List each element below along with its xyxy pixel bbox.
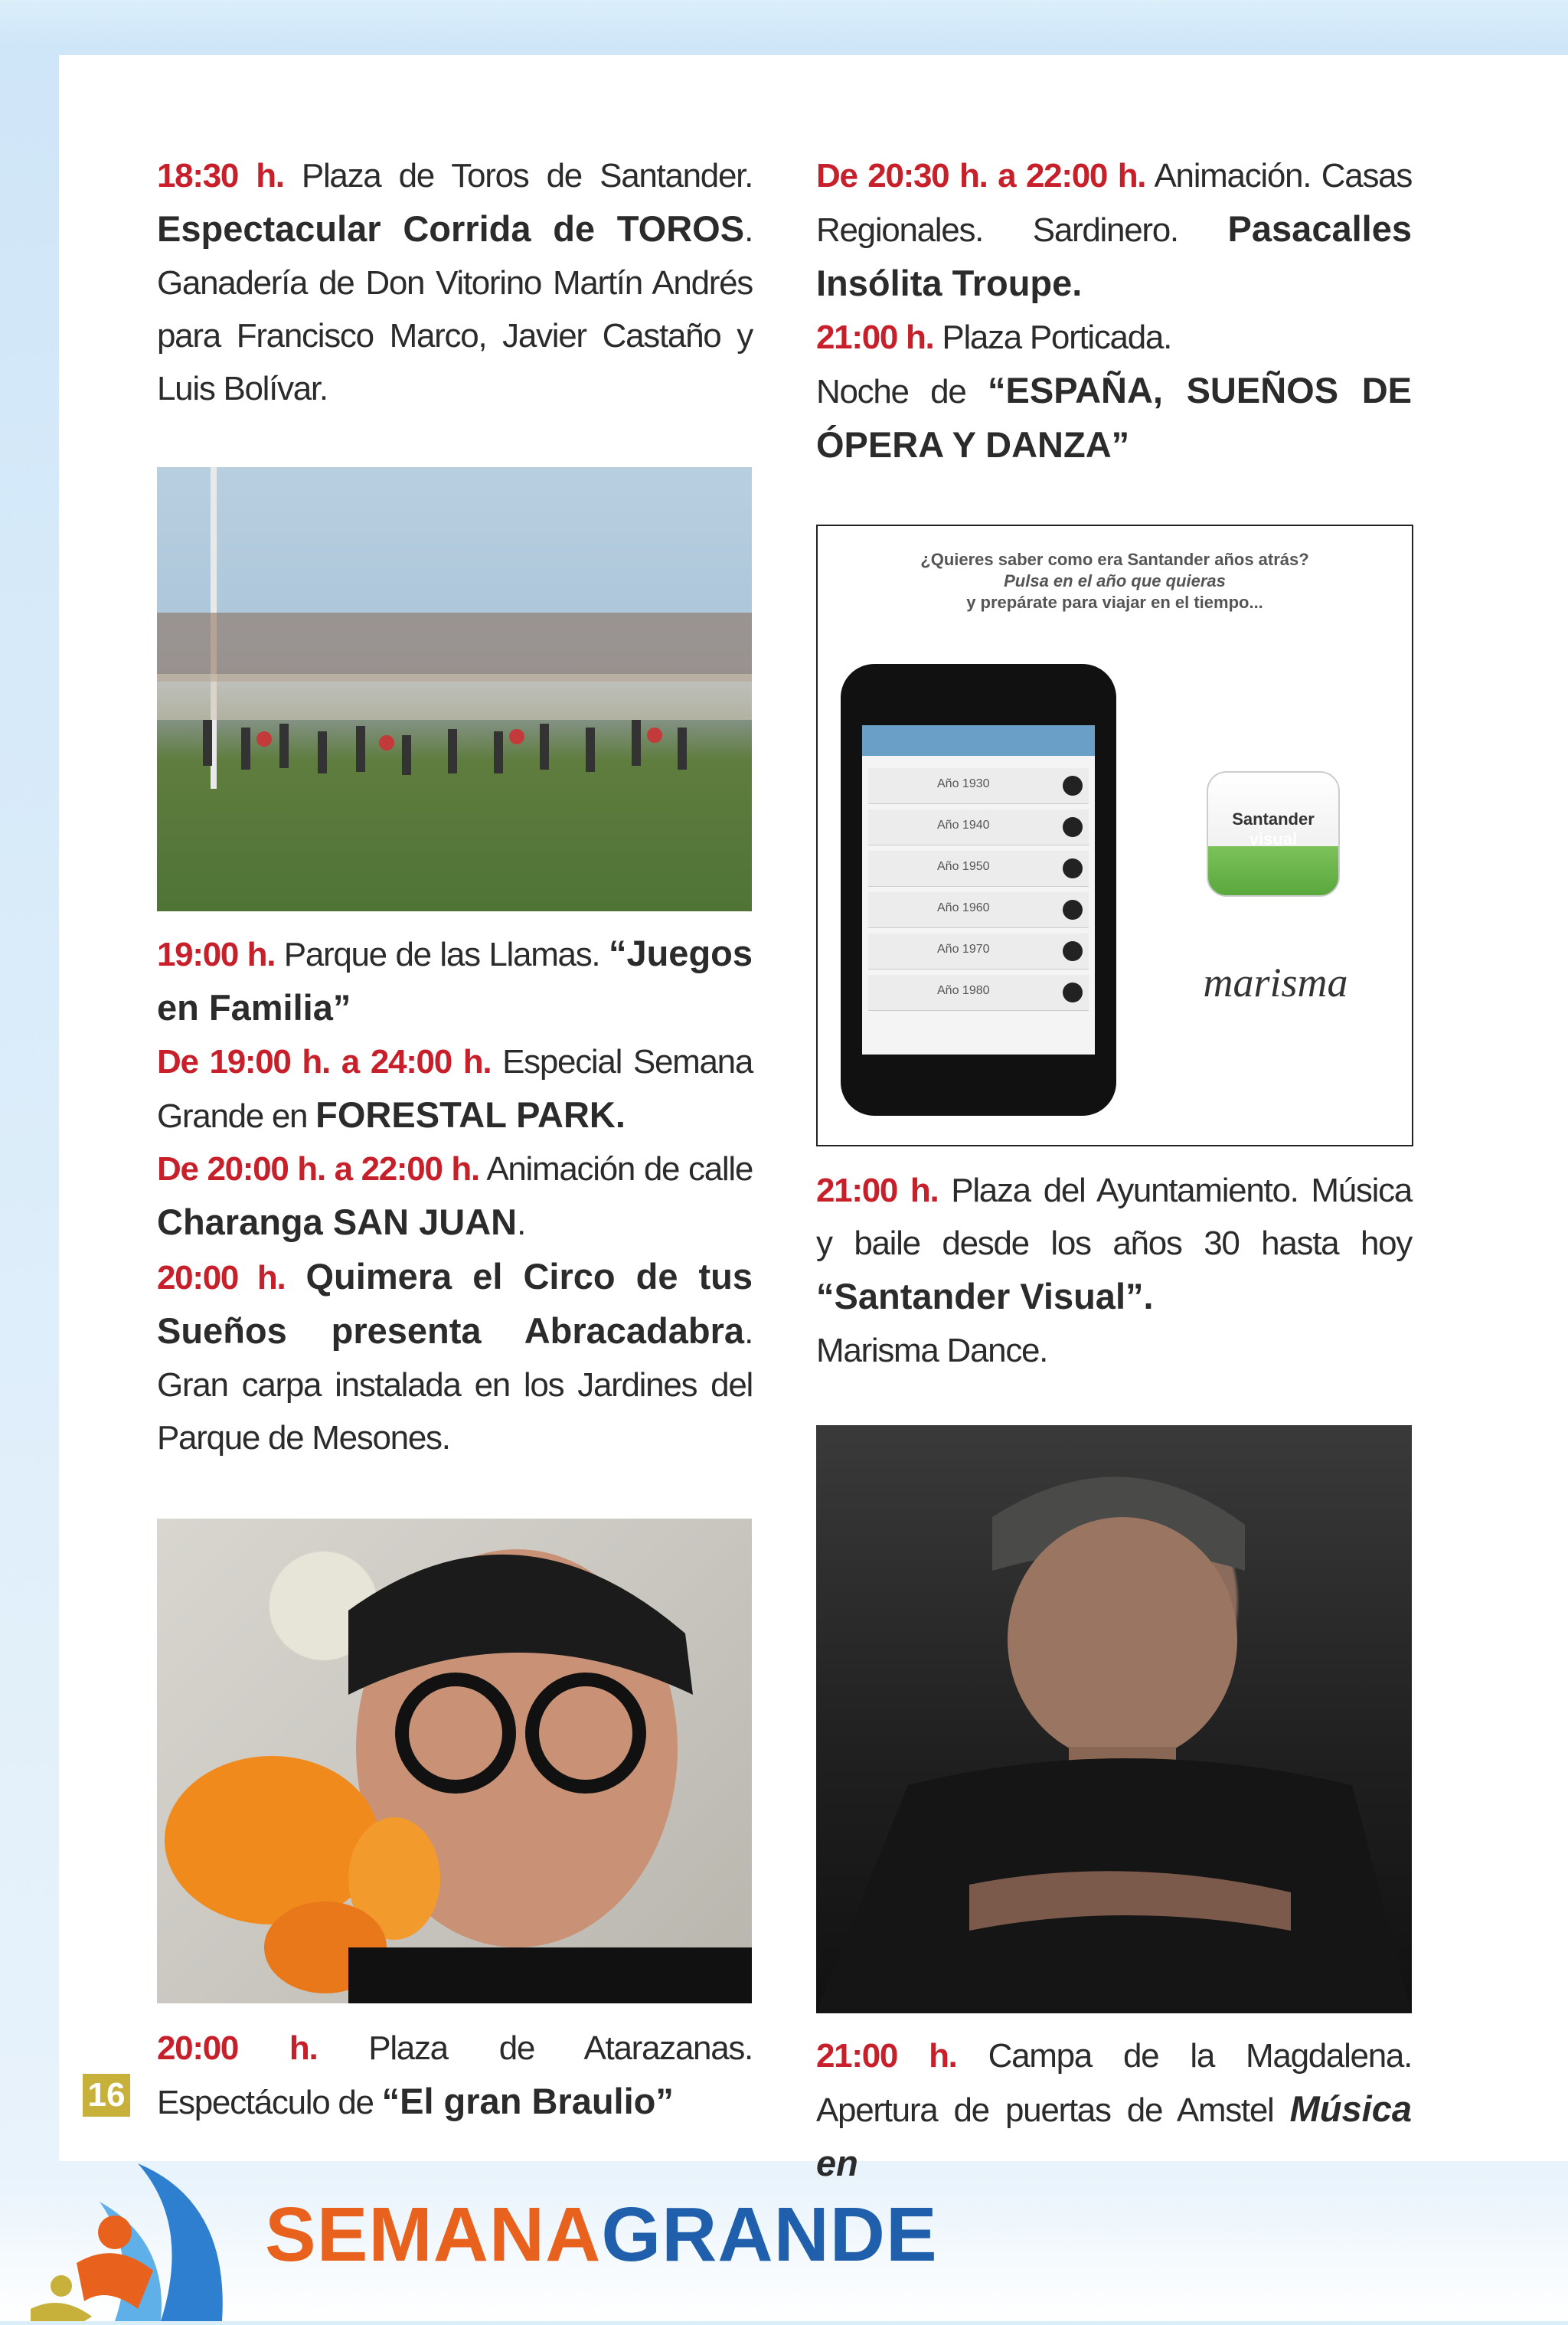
arrow-icon xyxy=(1063,858,1083,878)
right-column-middle xyxy=(816,1164,1412,1377)
left-column-top xyxy=(157,149,753,415)
ad-text xyxy=(818,549,1412,613)
left-column-bottom xyxy=(157,2022,753,2129)
semana-grande-emblem-icon xyxy=(31,2156,260,2321)
event-corrida: 18:30 h. Plaza de Toros de Santander. Espectacular Corrida de TOROS. Ganadería de Don Vitorino Martín Andrés para Francisco Marco, Javier Castaño y Luis Bolívar. xyxy=(157,157,753,407)
event-charanga: De 20:00 h. a 22:00 h. Animación de calle Charanga SAN JUAN. xyxy=(157,1150,753,1242)
santander-visual-app-icon: Santander visual xyxy=(1207,771,1340,897)
clown-photo xyxy=(157,1519,752,2003)
event-forestal: De 19:00 h. a 24:00 h. Especial Semana Grande en FORESTAL PARK. xyxy=(157,1043,753,1135)
year-row: Año 1960 xyxy=(868,892,1089,928)
musician-photo xyxy=(816,1425,1412,2013)
park-photo xyxy=(157,467,752,911)
page-number: 16 xyxy=(83,2074,130,2117)
brand-wordmark: SEMANAGRANDE xyxy=(265,2192,938,2278)
year-row: Año 1950 xyxy=(868,851,1089,887)
year-row: Año 1980 xyxy=(868,975,1089,1011)
phone-app-bar xyxy=(862,725,1095,756)
event-ayuntamiento: 21:00 h. Plaza del Ayuntamiento. Música y baile desde los años 30 hasta hoy “Santander Visual”. Marisma Dance. xyxy=(816,1172,1412,1369)
ad-line-3: y prepárate para viajar en el tiempo... xyxy=(966,593,1263,612)
ad-line-1: ¿Quieres saber como era Santander años atrás? xyxy=(920,550,1309,569)
arrow-icon xyxy=(1063,983,1083,1002)
event-juegos: 19:00 h. Parque de las Llamas. “Juegos en Familia” xyxy=(157,933,753,1028)
event-opera: Noche de “ESPAÑA, SUEÑOS DE ÓPERA Y DANZA” xyxy=(816,370,1412,465)
year-row: Año 1970 xyxy=(868,934,1089,970)
musician-illustration xyxy=(816,1425,1412,2013)
right-column-top xyxy=(816,149,1412,473)
park-crowd-illustration xyxy=(157,467,752,911)
left-column-middle xyxy=(157,927,753,1464)
arrow-icon xyxy=(1063,900,1083,920)
clown-illustration xyxy=(157,1519,752,2003)
arrow-icon xyxy=(1063,941,1083,961)
event-magdalena: 21:00 h. Campa de la Magdalena. Apertura de puertas de Amstel Música en xyxy=(816,2037,1412,2183)
event-braulio: 20:00 h. Plaza de Atarazanas. Espectáculo de “El gran Braulio” xyxy=(157,2029,753,2121)
year-row: Año 1930 xyxy=(868,768,1089,804)
event-pasacalles: De 20:30 h. a 22:00 h. Animación. Casas Regionales. Sardinero. Pasacalles Insólita Troupe. xyxy=(816,157,1413,303)
arrow-icon xyxy=(1063,776,1083,796)
smartphone-icon xyxy=(841,664,1116,1116)
event-circo: 20:00 h. Quimera el Circo de tus Sueños presenta Abracadabra. Gran carpa instalada en los Jardines del Parque de Mesones. xyxy=(157,1256,753,1457)
right-column-bottom xyxy=(816,2029,1412,2191)
year-row: Año 1940 xyxy=(868,809,1089,845)
phone-screen xyxy=(862,725,1095,1055)
ad-line-2: Pulsa en el año que quieras xyxy=(1004,571,1226,590)
santander-visual-ad xyxy=(816,525,1413,1146)
arrow-icon xyxy=(1063,817,1083,837)
marisma-logo: marisma xyxy=(1203,960,1348,1006)
event-porticada: 21:00 h. Plaza Porticada. xyxy=(816,319,1171,356)
